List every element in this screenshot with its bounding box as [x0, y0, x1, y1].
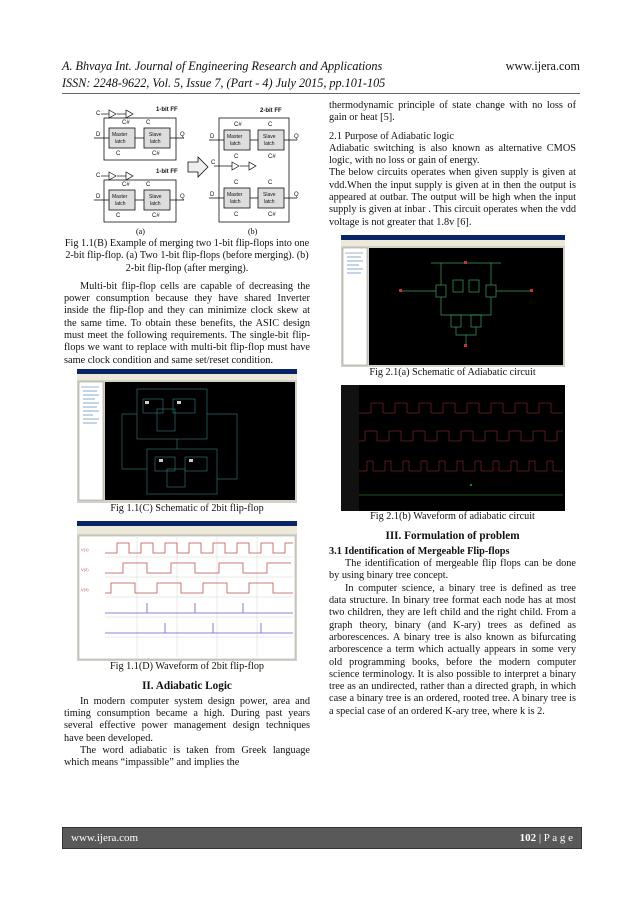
fig-1-1b-caption: Fig 1.1(B) Example of merging two 1-bit flip-flops into one 2-bit flip-flop. (a) Two 1-bit flip-flops (before merging). (b) 2-bit flip-flop (after merging). — [64, 238, 310, 274]
svg-text:D: D — [96, 194, 101, 200]
label-1bit-ff-bottom: 1-bit FF — [156, 169, 178, 175]
fig-1-1c-schematic — [77, 369, 297, 503]
svg-text:D: D — [210, 134, 215, 140]
svg-text:C: C — [268, 180, 273, 186]
svg-text:latch: latch — [115, 139, 126, 145]
svg-text:C: C — [146, 182, 151, 188]
svg-text:latch: latch — [150, 139, 161, 145]
svg-text:Slave: Slave — [149, 194, 162, 200]
svg-text:C: C — [116, 151, 121, 157]
left-column — [64, 100, 310, 770]
fig-1-1b-diagram — [64, 100, 310, 238]
svg-text:latch: latch — [264, 141, 275, 147]
svg-text:D: D — [210, 192, 215, 198]
left-para-2: In modern computer system design power, area and timing consumption became a high. During past years several effective power management design techniques have been developed. — [64, 695, 310, 744]
svg-text:C#: C# — [268, 212, 276, 218]
svg-text:Master: Master — [112, 132, 128, 138]
running-header — [62, 58, 580, 92]
svg-text:C: C — [96, 111, 101, 117]
label-1bit-ff-top: 1-bit FF — [156, 107, 178, 113]
fig-2-1b-waveform — [341, 385, 565, 511]
svg-text:latch: latch — [230, 141, 241, 147]
fig-1-1c-caption: Fig 1.1(C) Schematic of 2bit flip-flop — [110, 502, 264, 514]
svg-text:Q: Q — [180, 132, 185, 138]
svg-text:C#: C# — [152, 151, 160, 157]
svg-text:Slave: Slave — [263, 192, 276, 198]
left-para-3: The word adiabatic is taken from Greek language which means “impassible” and implies the — [64, 745, 310, 769]
svg-text:C: C — [234, 180, 239, 186]
svg-text:Master: Master — [227, 134, 243, 140]
footer-url[interactable]: www.ijera.com — [71, 832, 139, 844]
right-para-3: The below circuits operates when given supply is given at vdd.When the input supply is given at in then the output is appeared at outbar. The output will be high when the input supply is given at inbar . This circuit operates when the vdd voltage is not greater that 1.8v [6]. — [329, 167, 576, 228]
fig-2-1b-caption: Fig 2.1(b) Waveform of adiabatic circuit — [370, 511, 535, 523]
svg-text:C: C — [116, 213, 121, 219]
svg-text:D: D — [96, 132, 101, 138]
fig-sub-b: (b) — [248, 227, 258, 236]
page-footer — [62, 827, 582, 849]
journal-issn: ISSN: 2248-9622, Vol. 5, Issue 7, (Part - 4) July 2015, pp.101-105 — [62, 76, 386, 90]
label-2bit-ff: 2-bit FF — [260, 108, 282, 114]
svg-text:Q: Q — [294, 192, 299, 198]
svg-text:latch: latch — [264, 199, 275, 205]
right-para-4: The identification of mergeable flip flops can be done by using binary tree concept. — [329, 558, 576, 582]
fig-2-1a-schematic — [341, 235, 565, 367]
svg-text:Slave: Slave — [149, 132, 162, 138]
svg-text:C: C — [234, 154, 239, 160]
right-para-1: thermodynamic principle of state change with no loss of gain or heat [5]. — [329, 100, 576, 124]
svg-text:latch: latch — [230, 199, 241, 205]
right-para-5: In computer science, a binary tree is defined as tree data structure. In binary tree format each node has at most two children, they are left child and the right child. From a graph theory, binary (and K-ary) trees as defined as arborescences. A binary tree is also known as bifurcating arborescence a term which actually appears in some very old programming books, before the modern computer science terminology. It is also possible to interpret a binary tree as an undirected, rather than a directed graph, in which case a binary tree is an ordered, rooted tree. A binary tree is a special case of an ordered K-ary tree, where k is 2. — [329, 582, 576, 717]
svg-text:C#: C# — [122, 182, 130, 188]
left-para-1: Multi-bit flip-flop cells are capable of decreasing the power consumption because they have shared Inverter inside the flip-flop and they can minimize clock skew at the same time. To obtain these benefits, the ASIC design must meet the following requirements. The single-bit flip-flops we want to replace with multi-bit flip-flop must have same clock condition and same set/reset condition. — [64, 280, 310, 366]
svg-text:C: C — [234, 212, 239, 218]
svg-text:C#: C# — [152, 213, 160, 219]
header-divider — [62, 93, 580, 94]
section-2-heading: II. Adiabatic Logic — [142, 679, 232, 692]
svg-text:latch: latch — [115, 201, 126, 207]
svg-text:V(2): V(2) — [81, 567, 89, 573]
subsection-3-1-heading: 3.1 Identification of Mergeable Flip-flops — [329, 545, 510, 557]
header-url[interactable]: www.ijera.com — [505, 59, 580, 73]
svg-text:Master: Master — [227, 192, 243, 198]
svg-text:Slave: Slave — [263, 134, 276, 140]
journal-title: A. Bhvaya Int. Journal of Engineering Research and Applications — [62, 59, 383, 73]
svg-text:Master: Master — [112, 194, 128, 200]
svg-text:C#: C# — [234, 122, 242, 128]
svg-text:C#: C# — [268, 154, 276, 160]
svg-text:Q: Q — [180, 194, 185, 200]
fig-1-1d-caption: Fig 1.1(D) Waveform of 2bit flip-flop — [109, 661, 265, 673]
fig-2-1a-caption: Fig 2.1(a) Schematic of Adiabatic circuit — [369, 366, 536, 378]
right-column — [329, 100, 576, 718]
svg-text:C#: C# — [122, 120, 130, 126]
fig-1-1d-waveform — [77, 521, 297, 661]
svg-text:V(1): V(1) — [81, 547, 89, 553]
svg-text:Q: Q — [294, 134, 299, 140]
fig-sub-a: (a) — [136, 227, 145, 236]
svg-text:C: C — [96, 173, 101, 179]
page-number-value: 102 — [519, 832, 537, 844]
svg-text:C: C — [146, 120, 151, 126]
section-3-heading: III. Formulation of problem — [385, 529, 520, 542]
right-para-2: Adiabatic switching is also known as alternative CMOS logic, with no loss or gain of energy. — [329, 142, 576, 167]
svg-text:C: C — [268, 122, 273, 128]
page-word: | P a g e — [536, 832, 573, 844]
subsection-2-1-heading: 2.1 Purpose of Adiabatic logic — [329, 130, 454, 142]
page-number — [520, 832, 573, 844]
svg-text:C: C — [211, 160, 216, 166]
svg-text:V(3): V(3) — [81, 587, 89, 593]
svg-text:latch: latch — [150, 201, 161, 207]
